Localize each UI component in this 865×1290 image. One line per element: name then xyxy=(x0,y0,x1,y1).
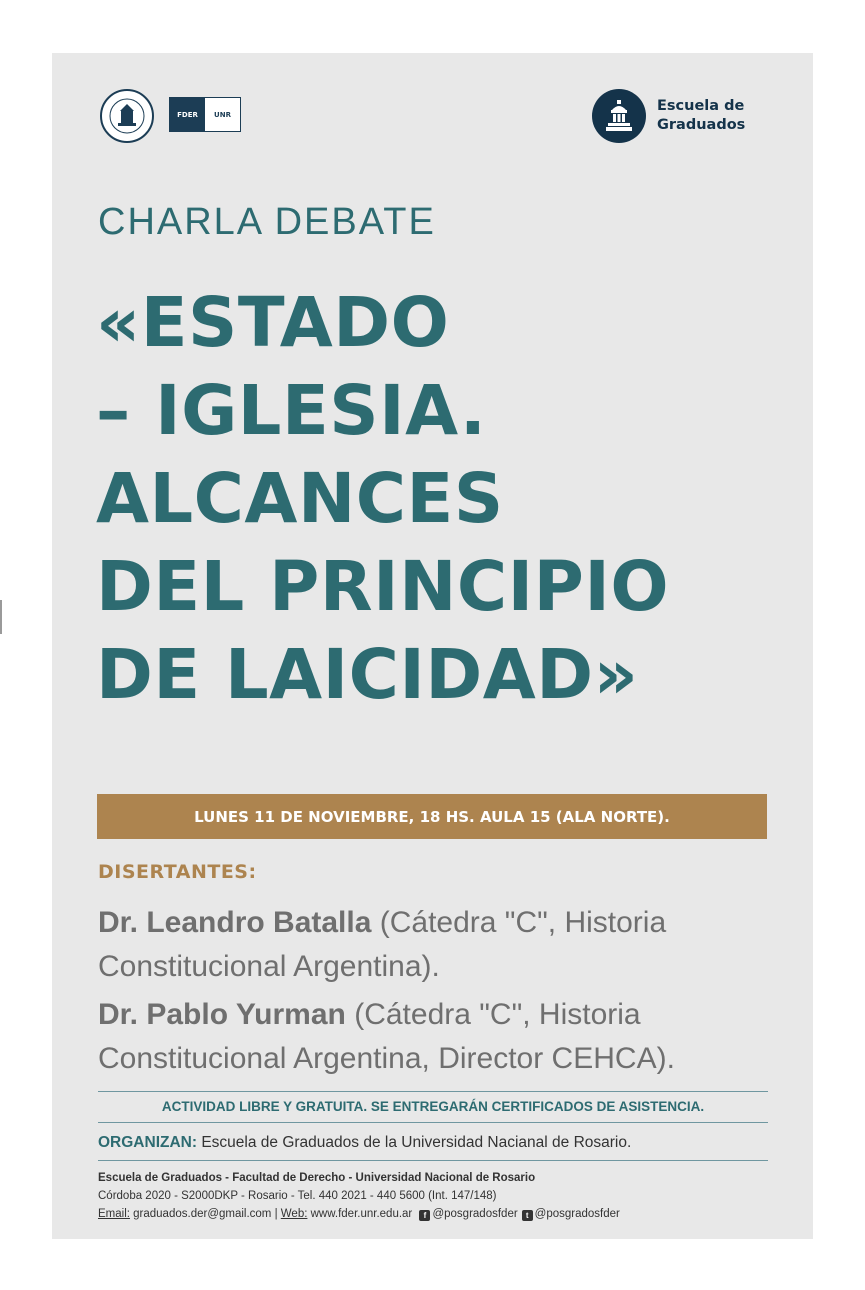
speaker-name: Dr. Pablo Yurman xyxy=(98,998,346,1031)
footer xyxy=(98,1169,620,1223)
organizan-label: ORGANIZAN: xyxy=(98,1134,198,1151)
speaker-desc: (Cátedra "C", Historia Constitucional Argentina). xyxy=(98,906,667,983)
poster xyxy=(52,53,813,1239)
speaker-entry xyxy=(98,993,778,1081)
title-line: «ESTADO xyxy=(96,283,450,363)
speakers-list xyxy=(98,901,778,1085)
title-line: ALCANCES xyxy=(96,459,504,539)
speaker-entry xyxy=(98,901,778,989)
title-line: – IGLESIA. xyxy=(96,371,487,451)
disertantes-heading: DISERTANTES: xyxy=(98,861,257,883)
speaker-name: Dr. Leandro Batalla xyxy=(98,906,372,939)
event-title xyxy=(96,279,669,719)
facebook-icon: f xyxy=(419,1210,430,1221)
date-banner: LUNES 11 DE NOVIEMBRE, 18 HS. AULA 15 (ALA NORTE). xyxy=(97,794,767,839)
escuela-graduados-logo xyxy=(592,89,745,143)
edge-mark xyxy=(0,600,2,634)
divider xyxy=(98,1091,768,1092)
web-label: Web: xyxy=(280,1208,308,1220)
twitter-handle[interactable]: @posgradosfder xyxy=(534,1208,620,1220)
title-line: DEL PRINCIPIO xyxy=(96,547,670,627)
event-kicker: CHARLA DEBATE xyxy=(98,201,436,243)
fder-label: FDER xyxy=(170,98,205,131)
footer-institution: Escuela de Graduados - Facultad de Derecho - Universidad Nacional de Rosario xyxy=(98,1172,536,1184)
activity-note: ACTIVIDAD LIBRE Y GRATUITA. SE ENTREGARÁN CERTIFICADOS DE ASISTENCIA. xyxy=(161,1099,705,1114)
speaker-desc: (Cátedra "C", Historia Constitucional Argentina, Director CEHCA). xyxy=(98,998,675,1075)
email-link[interactable]: graduados.der@gmail.com | xyxy=(129,1208,281,1220)
unr-label: UNR xyxy=(205,98,240,131)
fder-unr-logo xyxy=(169,97,241,132)
title-line: DE LAICIDAD» xyxy=(96,635,639,715)
organizan-text: Escuela de Graduados de la Universidad Nacianal de Rosario. xyxy=(197,1134,632,1151)
divider xyxy=(98,1122,768,1123)
twitter-icon: t xyxy=(522,1210,533,1221)
unr-seal-icon xyxy=(100,89,154,143)
web-link[interactable]: www.fder.unr.edu.ar xyxy=(307,1208,416,1220)
footer-contacts xyxy=(98,1205,620,1223)
organizers-line xyxy=(98,1134,631,1152)
email-label: Email: xyxy=(98,1208,130,1220)
facebook-handle[interactable]: @posgradosfder xyxy=(432,1208,518,1220)
divider xyxy=(98,1160,768,1161)
building-icon xyxy=(592,89,646,143)
footer-address: Córdoba 2020 - S2000DKP - Rosario - Tel. 440 2021 - 440 5600 (Int. 147/148) xyxy=(98,1190,497,1202)
school-name-line1: Escuela de xyxy=(657,98,745,114)
school-name-line2: Graduados xyxy=(657,117,746,133)
